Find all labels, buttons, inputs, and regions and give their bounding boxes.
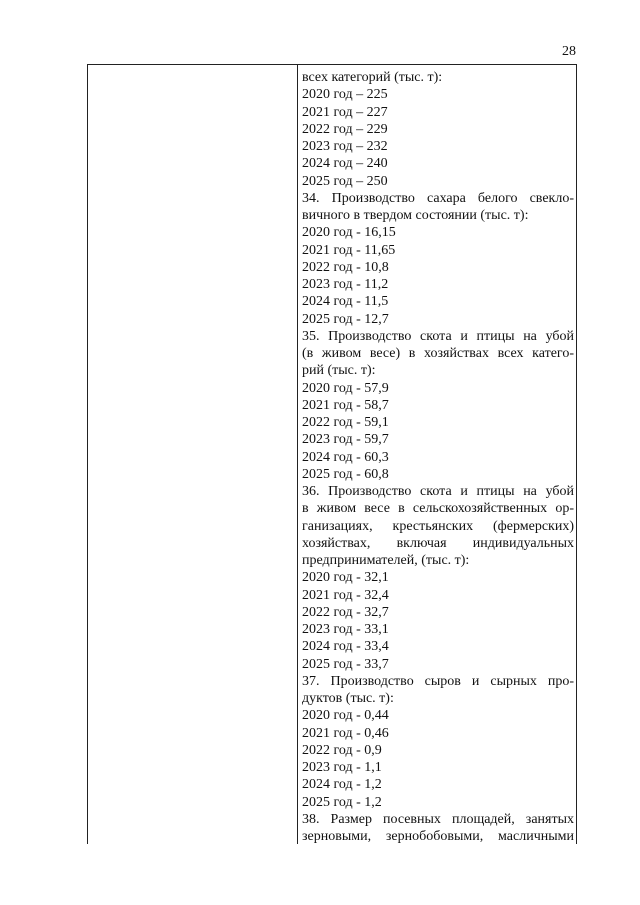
text-line: 37. Производство сыров и сырных про-	[302, 673, 574, 689]
text-line: 2025 год – 250	[302, 173, 388, 189]
text-line: 2024 год - 11,5	[302, 294, 389, 310]
text-line: 2025 год - 33,7	[302, 656, 389, 672]
text-line: зерновыми, зернобобовыми, масличными	[302, 829, 574, 844]
text-line: 2022 год - 10,8	[302, 259, 389, 275]
text-line: 2022 год - 59,1	[302, 415, 389, 430]
text-line: ганизациях, крестьянских (фермерских)	[302, 518, 574, 534]
text-line: 2024 год – 240	[302, 156, 388, 172]
text-line: 2021 год – 227	[302, 104, 388, 120]
text-line: 34. Производство сахара белого свекло-	[302, 190, 574, 206]
text-line: 35. Производство скота и птицы на убой	[302, 328, 574, 344]
table-right-cell	[302, 69, 574, 845]
column-divider	[297, 65, 298, 844]
text-line: 2025 год - 1,2	[302, 794, 382, 810]
text-line: 2022 год - 0,9	[302, 742, 382, 758]
text-line: в живом весе в сельскохозяйственных ор-	[302, 501, 574, 517]
text-line: 2022 год - 32,7	[302, 604, 389, 620]
text-line: 2025 год - 12,7	[302, 311, 389, 327]
text-line: 2024 год - 60,3	[302, 449, 389, 465]
text-line: вичного в твердом состоянии (тыс. т):	[302, 208, 529, 223]
text-line: (в живом весе) в хозяйствах всех катего-	[302, 346, 574, 361]
text-line: 2021 год - 0,46	[302, 725, 389, 741]
page-number: 28	[562, 44, 576, 59]
text-line: 2024 год - 1,2	[302, 777, 382, 793]
text-line: хозяйствах, включая индивидуальных	[302, 535, 574, 551]
text-line: 2023 год - 33,1	[302, 622, 389, 637]
text-line: 2023 год – 232	[302, 139, 388, 154]
text-line: 2024 год - 33,4	[302, 639, 389, 655]
text-line: дуктов (тыс. т):	[302, 691, 394, 706]
text-line: 36. Производство скота и птицы на убой	[302, 484, 574, 499]
text-line: 2023 год - 11,2	[302, 277, 389, 292]
text-line: 2020 год - 57,9	[302, 380, 389, 396]
text-line: 2025 год - 60,8	[302, 466, 389, 482]
text-line: рий (тыс. т):	[302, 363, 376, 379]
text-line: 2020 год - 16,15	[302, 225, 396, 241]
text-line: 2020 год – 225	[302, 87, 388, 103]
text-line: 2021 год - 32,4	[302, 587, 389, 603]
text-line: 2021 год - 11,65	[302, 242, 396, 258]
text-line: 2020 год - 0,44	[302, 708, 389, 724]
document-table	[87, 64, 577, 844]
text-line: 2023 год - 59,7	[302, 432, 389, 448]
text-line: 2021 год - 58,7	[302, 397, 389, 413]
text-line: 2020 год - 32,1	[302, 570, 389, 586]
text-line: предпринимателей, (тыс. т):	[302, 553, 470, 568]
text-line: 2023 год - 1,1	[302, 760, 382, 775]
table-left-cell	[88, 65, 297, 844]
text-line: 2022 год – 229	[302, 121, 388, 137]
text-line: 38. Размер посевных площадей, занятых	[302, 811, 574, 827]
text-line: всех категорий (тыс. т):	[302, 70, 443, 85]
